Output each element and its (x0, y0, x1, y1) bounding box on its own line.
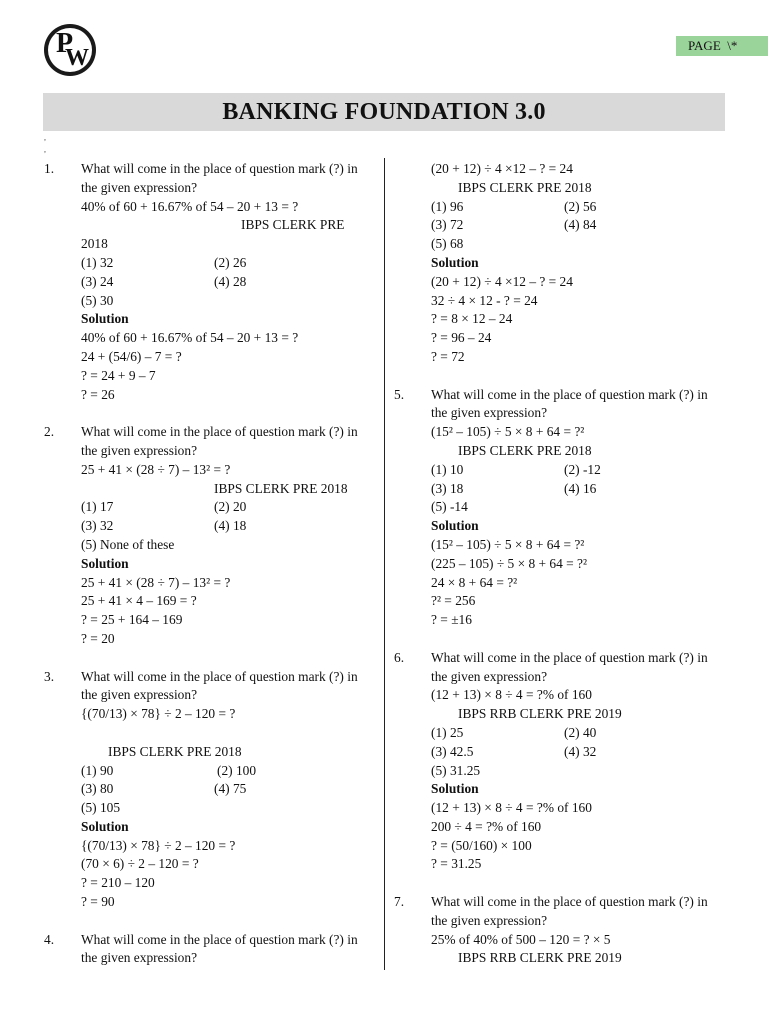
solution-label: Solution (431, 781, 479, 797)
solution-step: ? = (50/160) × 100 (431, 837, 532, 853)
solution-label: Solution (431, 254, 479, 270)
solution-step: 40% of 60 + 16.67% of 54 – 20 + 13 = ? (81, 330, 299, 346)
option: (3) 42.5 (431, 743, 474, 759)
solution-label: Solution (81, 818, 129, 834)
solution-step: ? = 25 + 164 – 169 (81, 612, 183, 628)
option: (2) 40 (564, 724, 597, 740)
question-5 (394, 386, 724, 405)
question-1 (44, 160, 374, 179)
exam-source: IBPS CLERK PRE 2018 (214, 480, 348, 496)
option: (3) 80 (81, 781, 114, 797)
solution-label: Solution (81, 555, 129, 571)
expression: {(70/13) × 78} ÷ 2 – 120 = ? (81, 706, 236, 722)
option: (2) 56 (564, 198, 597, 214)
option: (3) 72 (431, 217, 464, 233)
solution-step: ? = 24 + 9 – 7 (81, 367, 156, 383)
solution-step: ? = ±16 (431, 612, 472, 628)
option: (5) 68 (431, 236, 464, 252)
option: (4) 84 (564, 217, 597, 233)
exam-source: IBPS RRB CLERK PRE 2019 (458, 950, 622, 966)
question-4 (44, 931, 374, 950)
option: (3) 32 (81, 518, 114, 534)
exam-source: IBPS RRB CLERK PRE 2019 (458, 706, 622, 722)
option: (4) 75 (214, 781, 247, 797)
solution-step: (20 + 12) ÷ 4 ×12 – ? = 24 (431, 273, 573, 289)
option: (2) 100 (217, 762, 257, 778)
question-text: What will come in the place of question mark (?) in (81, 424, 358, 440)
question-number: 7. (394, 894, 405, 910)
question-number: 3. (44, 668, 55, 684)
option: (1) 25 (431, 724, 464, 740)
question-text: the given expression? (81, 442, 198, 458)
solution-step: 25 + 41 × (28 ÷ 7) – 13² = ? (81, 574, 231, 590)
solution-label: Solution (81, 311, 129, 327)
question-2 (44, 423, 374, 442)
exam-source: IBPS CLERK PRE 2018 (458, 179, 592, 195)
question-text: the given expression? (81, 687, 198, 703)
stray-mark: , (44, 145, 46, 154)
question-text: What will come in the place of question mark (?) in (431, 649, 708, 665)
solution-step: (15² – 105) ÷ 5 × 8 + 64 = ?² (431, 536, 585, 552)
column-divider (384, 158, 385, 970)
question-number: 1. (44, 161, 55, 176)
question-number: 5. (394, 386, 405, 402)
question-text: the given expression? (81, 950, 198, 966)
question-text: the given expression? (431, 912, 548, 928)
left-column (44, 160, 374, 968)
solution-step: ? = 31.25 (431, 856, 482, 872)
solution-step: ? = 90 (81, 894, 115, 910)
option: (2) 20 (214, 499, 247, 515)
option: (4) 28 (214, 273, 247, 289)
question-7 (394, 893, 724, 912)
expression: 25% of 40% of 500 – 120 = ? × 5 (431, 931, 611, 947)
question-text: What will come in the place of question mark (?) in (431, 894, 708, 910)
question-6 (394, 649, 724, 668)
expression: (15² – 105) ÷ 5 × 8 + 64 = ?² (431, 424, 585, 440)
option: (1) 17 (81, 499, 114, 515)
logo-letter-p: P (56, 28, 74, 59)
pw-logo (44, 24, 96, 76)
question-text: the given expression? (431, 405, 548, 421)
question-text: What will come in the place of question mark (?) in (81, 931, 358, 947)
option: (5) 30 (81, 292, 114, 308)
option: (2) -12 (564, 461, 601, 477)
solution-step: ? = 20 (81, 630, 115, 646)
question-number: 6. (394, 649, 405, 665)
solution-step: (70 × 6) ÷ 2 – 120 = ? (81, 856, 199, 872)
option: (4) 16 (564, 480, 597, 496)
solution-step: ? = 72 (431, 348, 465, 364)
option: (1) 32 (81, 254, 114, 270)
question-text: the given expression? (81, 179, 198, 195)
expression: 40% of 60 + 16.67% of 54 – 20 + 13 = ? (81, 198, 299, 214)
exam-source: IBPS CLERK PRE 2018 (458, 442, 592, 458)
solution-label: Solution (431, 518, 479, 534)
option: (5) 105 (81, 800, 121, 816)
question-text: What will come in the place of question mark (?) in (81, 161, 358, 176)
option: (2) 26 (214, 254, 247, 270)
expression: (12 + 13) × 8 ÷ 4 = ?% of 160 (431, 687, 592, 703)
exam-source: 2018 (81, 236, 108, 252)
right-column (394, 160, 724, 968)
solution-step: ? = 8 × 12 – 24 (431, 311, 513, 327)
solution-step: (225 – 105) ÷ 5 × 8 + 64 = ?² (431, 555, 588, 571)
solution-step: ? = 26 (81, 386, 115, 402)
solution-step: 32 ÷ 4 × 12 - ? = 24 (431, 292, 538, 308)
option: (1) 96 (431, 198, 464, 214)
option: (1) 10 (431, 461, 464, 477)
option: (5) 31.25 (431, 762, 481, 778)
page-title: BANKING FOUNDATION 3.0 (43, 93, 725, 131)
question-number: 4. (44, 931, 55, 947)
exam-source: IBPS CLERK PRE (241, 217, 345, 233)
expression: 25 + 41 × (28 ÷ 7) – 13² = ? (81, 461, 231, 477)
exam-source: IBPS CLERK PRE 2018 (108, 743, 242, 759)
option: (5) None of these (81, 536, 175, 552)
question-text: the given expression? (431, 668, 548, 684)
question-3 (44, 668, 374, 687)
question-number: 2. (44, 424, 55, 440)
option: (1) 90 (81, 762, 114, 778)
option: (4) 18 (214, 518, 247, 534)
solution-step: ? = 210 – 120 (81, 875, 155, 891)
solution-step: (12 + 13) × 8 ÷ 4 = ?% of 160 (431, 800, 592, 816)
stray-mark: , (44, 133, 46, 142)
logo-letter-w: W (65, 45, 89, 71)
solution-step: 25 + 41 × 4 – 169 = ? (81, 593, 197, 609)
question-text: What will come in the place of question mark (?) in (431, 386, 708, 402)
solution-step: ?² = 256 (431, 593, 476, 609)
option: (5) -14 (431, 499, 468, 515)
solution-step: 24 + (54/6) – 7 = ? (81, 348, 182, 364)
option: (4) 32 (564, 743, 597, 759)
option: (3) 24 (81, 273, 114, 289)
page-label: PAGE \* (676, 36, 768, 56)
option: (3) 18 (431, 480, 464, 496)
solution-step: {(70/13) × 78} ÷ 2 – 120 = ? (81, 837, 236, 853)
solution-step: ? = 96 – 24 (431, 330, 492, 346)
solution-step: 200 ÷ 4 = ?% of 160 (431, 818, 542, 834)
solution-step: 24 × 8 + 64 = ?² (431, 574, 518, 590)
expression: (20 + 12) ÷ 4 ×12 – ? = 24 (431, 161, 573, 176)
question-text: What will come in the place of question mark (?) in (81, 668, 358, 684)
